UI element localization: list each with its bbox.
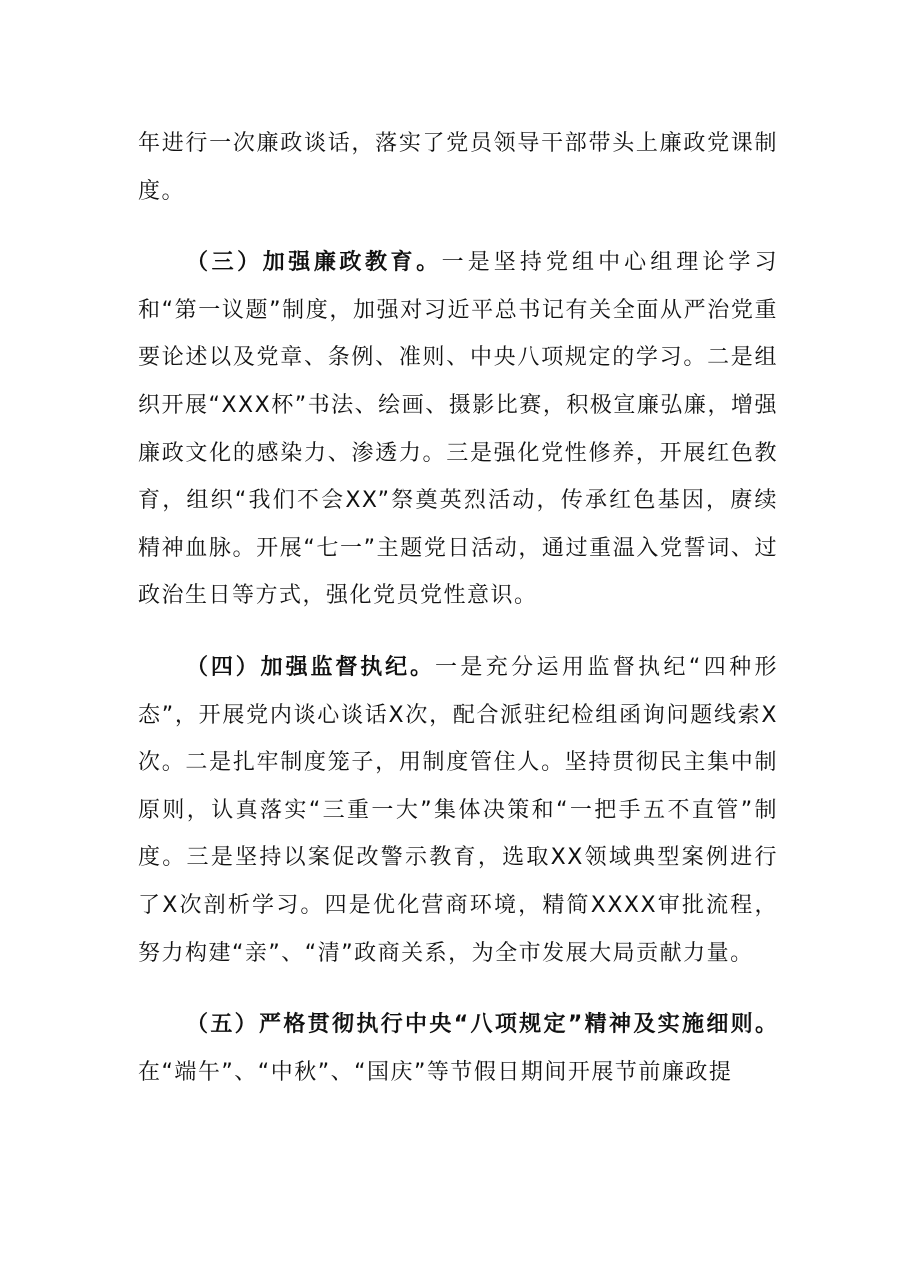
- paragraph-text: 在“端午”、“中秋”、“国庆”等节假日期间开展节前廉政提: [138, 1059, 733, 1085]
- paragraph-text: 一是充分运用监督执纪“四种形态”，开展党内谈心谈话X次，配合派驻纪检组函询问题线索X次。二是扎牢制度笼子，用制度管住人。坚持贯彻民主集中制原则，认真落实“三重一大”集体决策和“一把手五不直管”制度。三是坚持以案促改警示教育，选取XX领域典型案例进行了X次剖析学习。四是优化营商环境，精简XXXX审批流程，努力构建“亲”、“清”政商关系，为全市发展大局贡献力量。: [138, 654, 778, 966]
- paragraph-section-4: [138, 644, 778, 977]
- section-heading: （三）加强廉政教育。: [186, 250, 442, 276]
- paragraph-continuation: [138, 120, 778, 215]
- paragraph-section-3: [138, 239, 778, 620]
- paragraph-text: 年进行一次廉政谈话，落实了党员领导干部带头上廉政党课制度。: [138, 131, 778, 204]
- paragraph-text: 一是坚持党组中心组理论学习和“第一议题”制度，加强对习近平总书记有关全面从严治党重要论述以及党章、条例、准则、中央八项规定的学习。二是组织开展“XXX杯”书法、绘画、摄影比赛，积极宣廉弘廉，增强廉政文化的感染力、渗透力。三是强化党性修养，开展红色教育，组织“我们不会XX”祭奠英烈活动，传承红色基因，赓续精神血脉。开展“七一”主题党日活动，通过重温入党誓词、过政治生日等方式，强化党员党性意识。: [138, 250, 778, 609]
- document-body: [138, 120, 778, 1096]
- section-heading: （五）严格贯彻执行中央“八项规定”精神及实施细则。: [186, 1012, 778, 1038]
- paragraph-section-5: [138, 1001, 778, 1096]
- section-heading: （四）加强监督执纪。: [186, 654, 435, 680]
